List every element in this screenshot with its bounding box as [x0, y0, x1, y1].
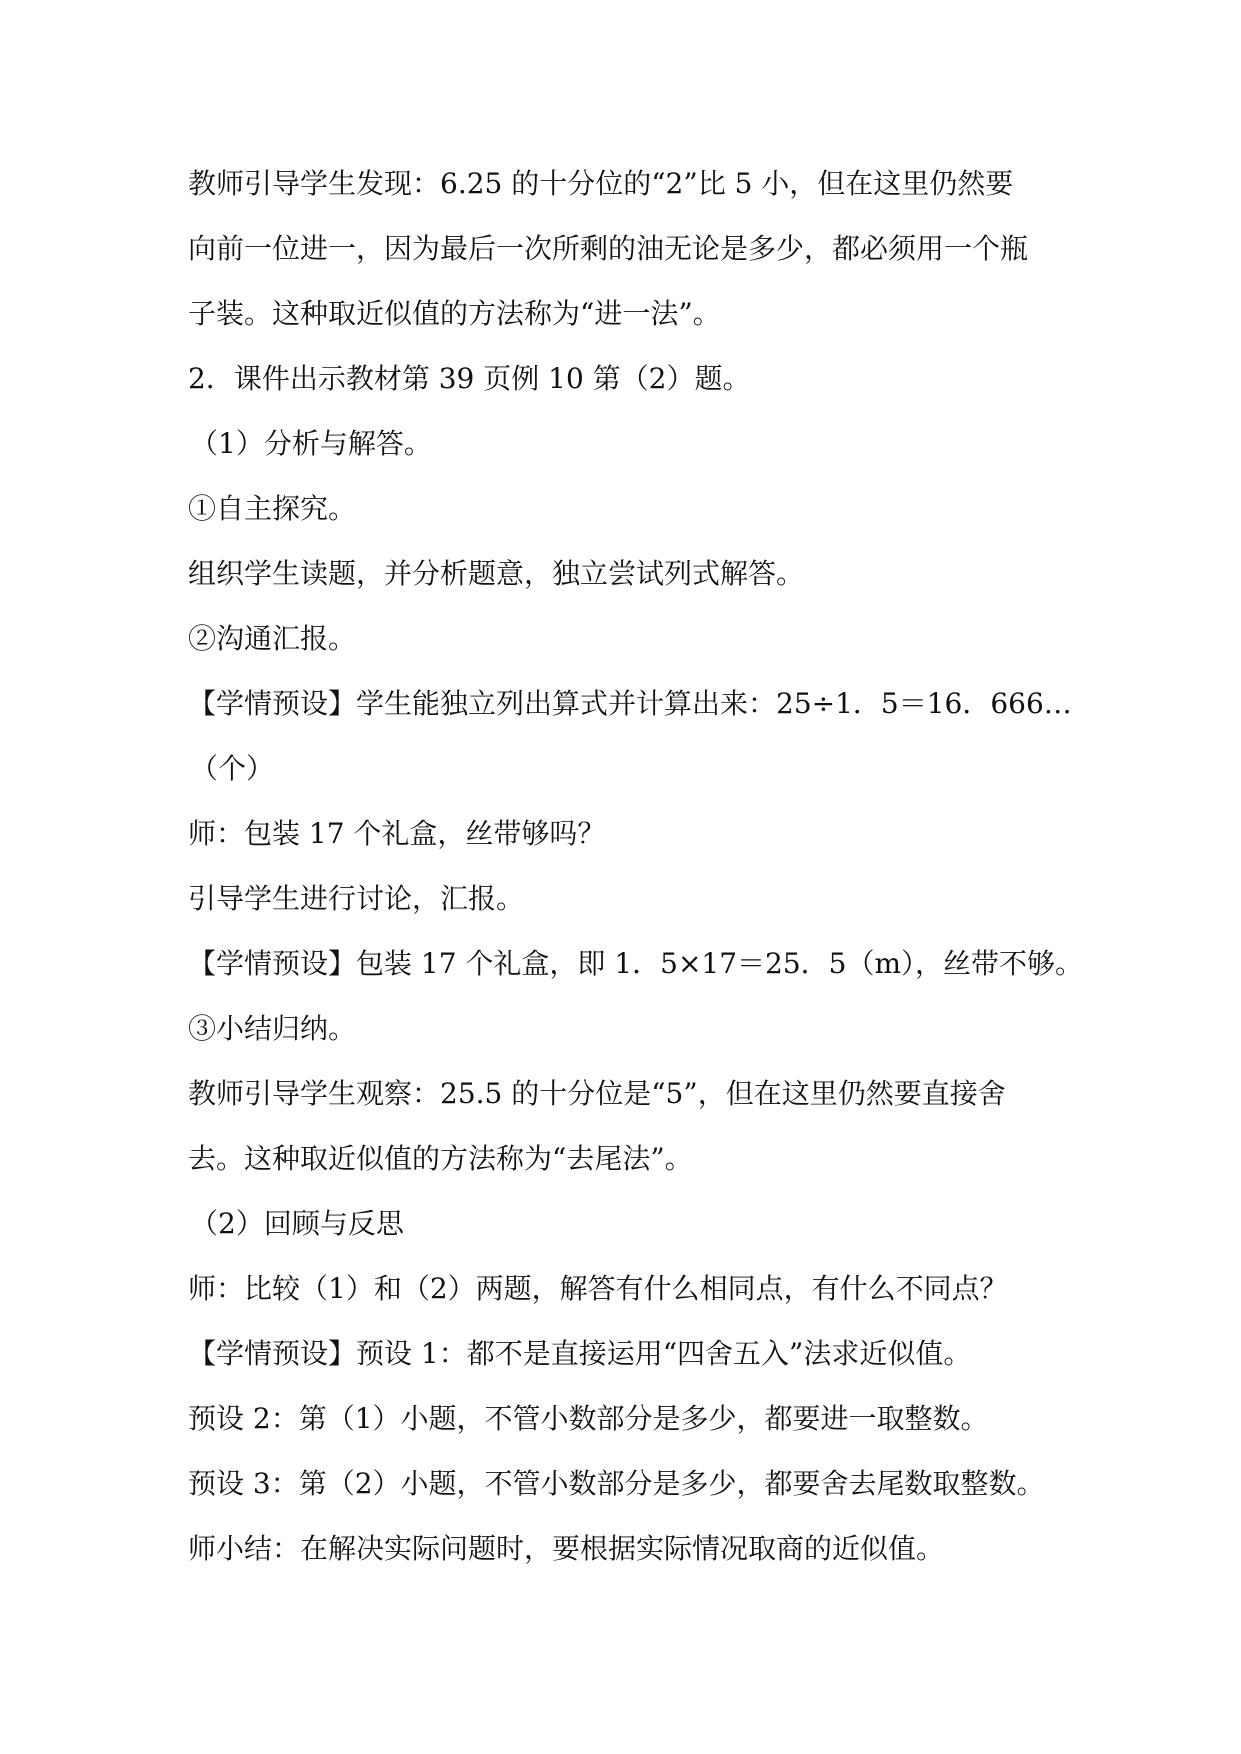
subsection-heading: （2）回顾与反思: [190, 1207, 404, 1240]
paragraph-line: （个）: [190, 752, 275, 785]
step-heading: ①自主探究。: [188, 492, 357, 525]
paragraph-line: 【学情预设】学生能独立列出算式并计算出来：25÷1．5＝16．666…: [188, 687, 1072, 720]
paragraph-line: 预设 2：第（1）小题，不管小数部分是多少，都要进一取整数。: [188, 1402, 989, 1435]
paragraph-line: 师：比较（1）和（2）两题，解答有什么相同点，有什么不同点？: [188, 1272, 1008, 1305]
paragraph-line: 向前一位进一，因为最后一次所剩的油无论是多少，都必须用一个瓶: [188, 232, 1029, 265]
subsection-heading: （1）分析与解答。: [190, 427, 432, 460]
step-heading: ②沟通汇报。: [188, 622, 357, 655]
paragraph-line: 教师引导学生观察：25.5 的十分位是“5”，但在这里仍然要直接舍: [188, 1077, 1006, 1110]
paragraph-line: 引导学生进行讨论，汇报。: [188, 882, 525, 915]
paragraph-line: 预设 3：第（2）小题，不管小数部分是多少，都要舍去尾数取整数。: [188, 1467, 1045, 1500]
paragraph-line: 子装。这种取近似值的方法称为“进一法”。: [188, 297, 721, 330]
paragraph-line: 【学情预设】包装 17 个礼盒，即 1．5×17＝25．5（m），丝带不够。: [188, 947, 1084, 980]
paragraph-line: 师：包装 17 个礼盒，丝带够吗？: [188, 817, 606, 850]
paragraph-line: 【学情预设】预设 1：都不是直接运用“四舍五入”法求近似值。: [188, 1337, 972, 1370]
paragraph-line: 师小结：在解决实际问题时，要根据实际情况取商的近似值。: [188, 1532, 945, 1565]
paragraph-line: 去。这种取近似值的方法称为“去尾法”。: [188, 1142, 693, 1175]
paragraph-line: 教师引导学生发现：6.25 的十分位的“2”比 5 小，但在这里仍然要: [188, 167, 1014, 200]
step-heading: ③小结归纳。: [188, 1012, 357, 1045]
section-heading: 2．课件出示教材第 39 页例 10 第（2）题。: [188, 362, 751, 395]
paragraph-line: 组织学生读题，并分析题意，独立尝试列式解答。: [188, 557, 805, 590]
